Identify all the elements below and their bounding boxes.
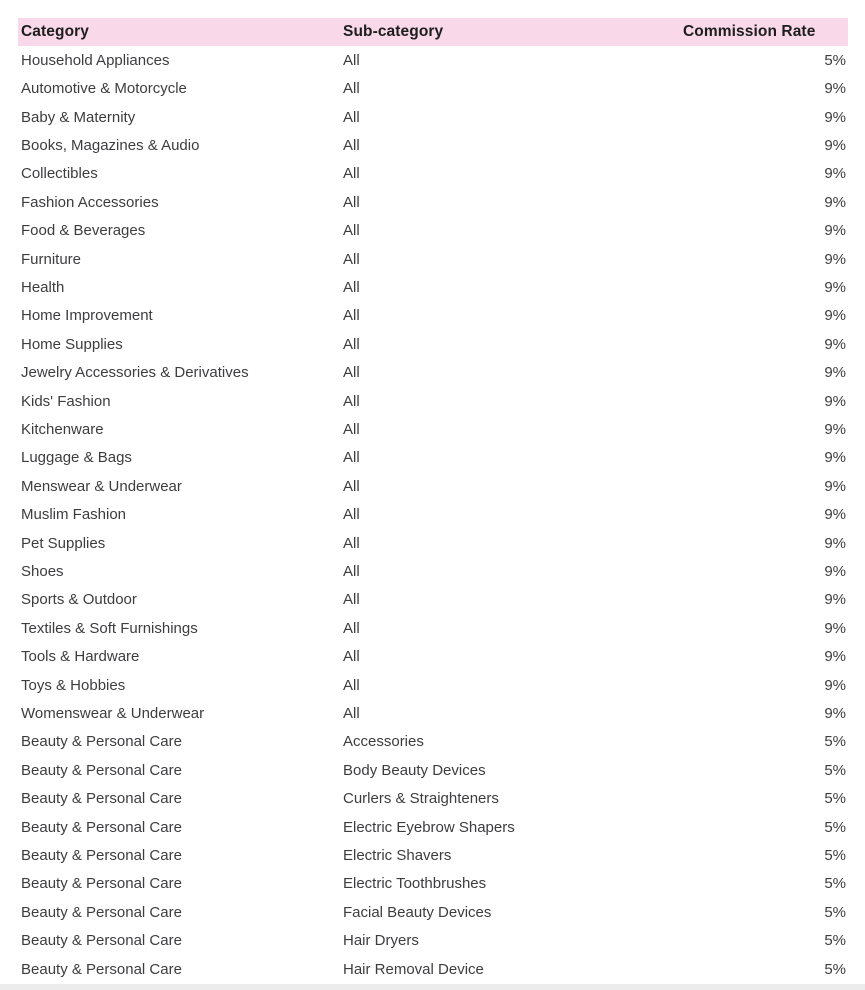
- commission-rate-cell: 9%: [824, 392, 846, 410]
- sub-category-cell: All: [343, 420, 360, 438]
- table-row: [18, 415, 848, 443]
- category-cell: Fashion Accessories: [21, 193, 159, 211]
- sub-category-cell: All: [343, 250, 360, 268]
- sub-category-cell: All: [343, 534, 360, 552]
- table-row: [18, 785, 848, 813]
- commission-rate-cell: 5%: [824, 761, 846, 779]
- sub-category-cell: All: [343, 51, 360, 69]
- category-cell: Home Improvement: [21, 307, 153, 325]
- category-cell: Toys & Hobbies: [21, 676, 126, 694]
- commission-rate-cell: 9%: [824, 420, 846, 438]
- category-cell: Muslim Fashion: [21, 506, 127, 524]
- commission-rate-cell: 5%: [824, 818, 846, 836]
- category-cell: Kids' Fashion: [21, 392, 111, 410]
- table-row: [18, 188, 848, 216]
- sub-category-cell: All: [343, 335, 360, 353]
- commission-rate-cell: 5%: [824, 847, 846, 865]
- commission-rate-cell: 9%: [824, 676, 846, 694]
- column-header-sub-category: Sub-category: [343, 23, 444, 40]
- sub-category-cell: All: [343, 648, 360, 666]
- table-row: [18, 46, 848, 74]
- sub-category-cell: Hair Dryers: [343, 932, 419, 950]
- table-row: [18, 472, 848, 500]
- sub-category-cell: Electric Toothbrushes: [343, 875, 487, 893]
- commission-rate-cell: 9%: [824, 222, 846, 240]
- category-cell: Textiles & Soft Furnishings: [21, 619, 198, 637]
- commission-rate-cell: 5%: [824, 960, 846, 978]
- category-cell: Furniture: [21, 250, 82, 268]
- column-header-commission-rate: Commission Rate: [683, 23, 816, 40]
- table-row: [18, 870, 848, 898]
- category-cell: Pet Supplies: [21, 534, 106, 552]
- category-cell: Womenswear & Underwear: [21, 705, 205, 723]
- table-row: [18, 898, 848, 926]
- category-cell: Home Supplies: [21, 335, 123, 353]
- sub-category-cell: Electric Eyebrow Shapers: [343, 818, 515, 836]
- table-row: [18, 614, 848, 642]
- sub-category-cell: All: [343, 449, 360, 467]
- commission-rate-cell: 9%: [824, 591, 846, 609]
- table-row: [18, 813, 848, 841]
- sub-category-cell: All: [343, 563, 360, 581]
- table-row: [18, 529, 848, 557]
- commission-rate-cell: 9%: [824, 307, 846, 325]
- commission-rate-cell: 9%: [824, 278, 846, 296]
- sub-category-cell: Hair Removal Device: [343, 960, 484, 978]
- sub-category-cell: All: [343, 619, 360, 637]
- table-row: [18, 501, 848, 529]
- commission-rate-cell: 5%: [824, 932, 846, 950]
- sub-category-cell: All: [343, 591, 360, 609]
- category-cell: Beauty & Personal Care: [21, 847, 182, 865]
- table-row: [18, 103, 848, 131]
- category-cell: Books, Magazines & Audio: [21, 136, 200, 154]
- commission-rate-cell: 9%: [824, 619, 846, 637]
- commission-rate-cell: 9%: [824, 449, 846, 467]
- category-cell: Shoes: [21, 563, 64, 581]
- commission-rate-cell: 9%: [824, 193, 846, 211]
- table-row: [18, 671, 848, 699]
- category-cell: Baby & Maternity: [21, 108, 136, 126]
- commission-rate-cell: 5%: [824, 790, 846, 808]
- sub-category-cell: All: [343, 676, 360, 694]
- table-row: [18, 74, 848, 102]
- sub-category-cell: All: [343, 136, 360, 154]
- table-row: [18, 131, 848, 159]
- commission-rate-cell: 9%: [824, 506, 846, 524]
- sub-category-cell: All: [343, 477, 360, 495]
- commission-rate-cell: 9%: [824, 705, 846, 723]
- commission-rate-cell: 9%: [824, 165, 846, 183]
- sub-category-cell: All: [343, 222, 360, 240]
- category-cell: Beauty & Personal Care: [21, 960, 182, 978]
- commission-rate-cell: 9%: [824, 80, 846, 98]
- category-cell: Collectibles: [21, 165, 98, 183]
- sub-category-cell: All: [343, 364, 360, 382]
- commission-rate-cell: 5%: [824, 733, 846, 751]
- category-cell: Luggage & Bags: [21, 449, 132, 467]
- table-row: [18, 841, 848, 869]
- table-header-row: [18, 18, 848, 46]
- commission-rate-cell: 5%: [824, 903, 846, 921]
- category-cell: Beauty & Personal Care: [21, 818, 182, 836]
- commission-rate-cell: 9%: [824, 648, 846, 666]
- sub-category-cell: All: [343, 165, 360, 183]
- sub-category-cell: All: [343, 506, 360, 524]
- commission-rate-cell: 9%: [824, 534, 846, 552]
- table-row: [18, 444, 848, 472]
- partial-next-row-strip: [0, 984, 865, 990]
- sub-category-cell: All: [343, 80, 360, 98]
- commission-rate-cell: 9%: [824, 250, 846, 268]
- table-row: [18, 358, 848, 386]
- category-cell: Beauty & Personal Care: [21, 790, 182, 808]
- category-cell: Household Appliances: [21, 51, 170, 69]
- table-row: [18, 387, 848, 415]
- table-row: [18, 557, 848, 585]
- category-cell: Health: [21, 278, 65, 296]
- column-header-category: Category: [21, 23, 89, 40]
- commission-rate-cell: 9%: [824, 364, 846, 382]
- sub-category-cell: Accessories: [343, 733, 424, 751]
- table-row: [18, 273, 848, 301]
- table-row: [18, 756, 848, 784]
- sub-category-cell: All: [343, 392, 360, 410]
- sub-category-cell: All: [343, 193, 360, 211]
- category-cell: Sports & Outdoor: [21, 591, 137, 609]
- table-row: [18, 927, 848, 955]
- table-row: [18, 728, 848, 756]
- category-cell: Tools & Hardware: [21, 648, 140, 666]
- sub-category-cell: Body Beauty Devices: [343, 761, 486, 779]
- table-row: [18, 586, 848, 614]
- category-cell: Food & Beverages: [21, 222, 146, 240]
- category-cell: Jewelry Accessories & Derivatives: [21, 364, 249, 382]
- table-row: [18, 643, 848, 671]
- sub-category-cell: All: [343, 705, 360, 723]
- commission-rate-cell: 9%: [824, 477, 846, 495]
- table-row: [18, 160, 848, 188]
- table-body: [18, 46, 848, 983]
- sub-category-cell: Curlers & Straighteners: [343, 790, 499, 808]
- commission-rate-cell: 9%: [824, 108, 846, 126]
- table-row: [18, 302, 848, 330]
- commission-rate-cell: 5%: [824, 51, 846, 69]
- sub-category-cell: Facial Beauty Devices: [343, 903, 492, 921]
- category-cell: Beauty & Personal Care: [21, 932, 182, 950]
- category-cell: Beauty & Personal Care: [21, 875, 182, 893]
- category-cell: Beauty & Personal Care: [21, 761, 182, 779]
- table-row: [18, 699, 848, 727]
- table-row: [18, 245, 848, 273]
- table-row: [18, 216, 848, 244]
- commission-rate-table: [18, 18, 848, 983]
- commission-rate-cell: 9%: [824, 136, 846, 154]
- sub-category-cell: Electric Shavers: [343, 847, 452, 865]
- commission-rate-cell: 9%: [824, 335, 846, 353]
- category-cell: Automotive & Motorcycle: [21, 80, 187, 98]
- category-cell: Beauty & Personal Care: [21, 903, 182, 921]
- sub-category-cell: All: [343, 108, 360, 126]
- sub-category-cell: All: [343, 278, 360, 296]
- table-row: [18, 955, 848, 983]
- category-cell: Beauty & Personal Care: [21, 733, 182, 751]
- commission-rate-cell: 5%: [824, 875, 846, 893]
- category-cell: Kitchenware: [21, 420, 104, 438]
- sub-category-cell: All: [343, 307, 360, 325]
- category-cell: Menswear & Underwear: [21, 477, 182, 495]
- table-row: [18, 330, 848, 358]
- commission-rate-cell: 9%: [824, 563, 846, 581]
